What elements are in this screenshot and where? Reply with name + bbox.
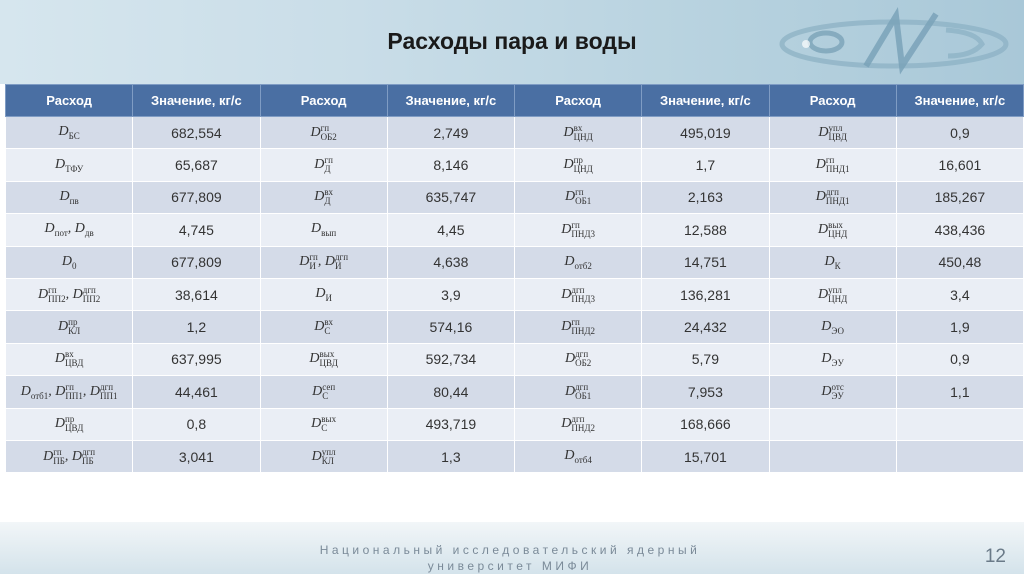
flow-value-cell: 38,614	[133, 278, 260, 310]
table-row	[6, 376, 1024, 408]
slide-header	[0, 0, 1024, 84]
flow-table	[5, 84, 1024, 473]
table-row	[6, 149, 1024, 181]
flow-symbol-cell: $D_{отб2}$	[515, 246, 642, 278]
flow-value-cell: 0,9	[896, 117, 1023, 149]
table-row	[6, 440, 1024, 472]
flow-value-cell: 15,701	[642, 440, 769, 472]
flow-symbol-cell	[769, 440, 896, 472]
flow-symbol-cell: D гп ОБ2	[260, 117, 387, 149]
flow-value-cell: 24,432	[642, 311, 769, 343]
flow-value-cell: 2,163	[642, 181, 769, 213]
flow-value-cell: 438,436	[896, 214, 1023, 246]
footer-line-2: университет МИФИ	[427, 559, 593, 573]
flow-value-cell: 1,3	[387, 440, 514, 472]
flow-symbol-cell: D гп ПБ , D дгп ПБ	[6, 440, 133, 472]
flow-value-cell: 3,041	[133, 440, 260, 472]
flow-symbol-cell: D вх ЦНД	[515, 117, 642, 149]
flow-value-cell: 14,751	[642, 246, 769, 278]
flow-value-cell: 4,638	[387, 246, 514, 278]
flow-value-cell: 0,9	[896, 343, 1023, 375]
flow-value-cell: 65,687	[133, 149, 260, 181]
flow-symbol-cell: D дгп ПНД3	[515, 278, 642, 310]
flow-symbol-cell: $D_{ЭО}$	[769, 311, 896, 343]
flow-value-cell: 592,734	[387, 343, 514, 375]
footer-text	[160, 542, 860, 574]
flow-symbol-cell: D вх С	[260, 311, 387, 343]
flow-value-cell: 682,554	[133, 117, 260, 149]
flow-value-cell: 493,719	[387, 408, 514, 440]
flow-symbol-cell: D гп Д	[260, 149, 387, 181]
flow-value-cell: 168,666	[642, 408, 769, 440]
flow-symbol-cell: D упл КЛ	[260, 440, 387, 472]
flow-symbol-cell: D дгп ОБ1	[515, 376, 642, 408]
flow-symbol-cell: D дгп ПНД2	[515, 408, 642, 440]
flow-symbol-cell: D гп И , D дгп И	[260, 246, 387, 278]
flow-symbol-cell: D гп ПП2 , D дгп ПП2	[6, 278, 133, 310]
mifi-logo-icon	[776, 4, 1016, 80]
flow-value-cell: 7,953	[642, 376, 769, 408]
flow-symbol-cell: $D_{БС}$	[6, 117, 133, 149]
flow-symbol-cell: D отс ЭУ	[769, 376, 896, 408]
flow-value-cell: 80,44	[387, 376, 514, 408]
flow-value-cell: 677,809	[133, 181, 260, 213]
table-row	[6, 117, 1024, 149]
flow-value-cell: 495,019	[642, 117, 769, 149]
slide-title: Расходы пара и воды	[387, 28, 637, 54]
column-header: Расход	[515, 85, 642, 117]
flow-value-cell: 635,747	[387, 181, 514, 213]
flow-symbol-cell: $D_{отб1}$, D гп ПП1 , D дгп ПП1	[6, 376, 133, 408]
flow-symbol-cell: D вх Д	[260, 181, 387, 213]
flow-value-cell: 136,281	[642, 278, 769, 310]
flow-value-cell: 1,7	[642, 149, 769, 181]
flow-symbol-cell: D сеп С	[260, 376, 387, 408]
column-header: Значение, кг/с	[642, 85, 769, 117]
flow-symbol-cell: D упл ЦНД	[769, 278, 896, 310]
flow-value-cell: 44,461	[133, 376, 260, 408]
flow-symbol-cell: D дгп ПНД1	[769, 181, 896, 213]
flow-value-cell: 3,4	[896, 278, 1023, 310]
flow-value-cell: 16,601	[896, 149, 1023, 181]
table-row	[6, 214, 1024, 246]
flow-symbol-cell: D упл ЦВД	[769, 117, 896, 149]
flow-symbol-cell: D пр ЦВД	[6, 408, 133, 440]
footer-line-1: Национальный исследовательский ядерный	[319, 543, 701, 557]
flow-symbol-cell: D вых ЦНД	[769, 214, 896, 246]
flow-value-cell: 1,1	[896, 376, 1023, 408]
column-header: Значение, кг/с	[133, 85, 260, 117]
flow-symbol-cell: $D_{отб4}$	[515, 440, 642, 472]
table-row	[6, 343, 1024, 375]
flow-symbol-cell: $D_{вып}$	[260, 214, 387, 246]
flow-symbol-cell: D гп ПНД1	[769, 149, 896, 181]
table-row	[6, 181, 1024, 213]
flow-value-cell: 574,16	[387, 311, 514, 343]
flow-value-cell: 1,9	[896, 311, 1023, 343]
flow-value-cell: 12,588	[642, 214, 769, 246]
flow-symbol-cell: $D_0$	[6, 246, 133, 278]
flow-value-cell: 4,45	[387, 214, 514, 246]
flow-value-cell: 185,267	[896, 181, 1023, 213]
flow-symbol-cell: D пр КЛ	[6, 311, 133, 343]
column-header: Расход	[6, 85, 133, 117]
flow-symbol-cell	[769, 408, 896, 440]
page-number: 12	[984, 546, 1006, 567]
flow-value-cell: 5,79	[642, 343, 769, 375]
column-header: Расход	[769, 85, 896, 117]
flow-value-cell: 637,995	[133, 343, 260, 375]
table-row	[6, 278, 1024, 310]
flow-value-cell: 0,8	[133, 408, 260, 440]
flow-symbol-cell: $D_{пот}$, $D_{дв}$	[6, 214, 133, 246]
table-row	[6, 246, 1024, 278]
flow-symbol-cell: D вых ЦВД	[260, 343, 387, 375]
table-header-row	[6, 85, 1024, 117]
flow-symbol-cell: $D_{ТФУ}$	[6, 149, 133, 181]
flow-symbol-cell: D вх ЦВД	[6, 343, 133, 375]
column-header: Расход	[260, 85, 387, 117]
flow-value-cell: 450,48	[896, 246, 1023, 278]
flow-symbol-cell: D гп ОБ1	[515, 181, 642, 213]
flow-symbol-cell: D пр ЦНД	[515, 149, 642, 181]
flow-value-cell: 4,745	[133, 214, 260, 246]
column-header: Значение, кг/с	[387, 85, 514, 117]
flow-symbol-cell: D вых С	[260, 408, 387, 440]
column-header: Значение, кг/с	[896, 85, 1023, 117]
flow-value-cell: 8,146	[387, 149, 514, 181]
flow-symbol-cell: D дгп ОБ2	[515, 343, 642, 375]
flow-value-cell	[896, 408, 1023, 440]
flow-symbol-cell: D гп ПНД3	[515, 214, 642, 246]
flow-value-cell: 3,9	[387, 278, 514, 310]
table-row	[6, 408, 1024, 440]
flow-value-cell	[896, 440, 1023, 472]
flow-symbol-cell: $D_И$	[260, 278, 387, 310]
flow-symbol-cell: $D_{пв}$	[6, 181, 133, 213]
flow-symbol-cell: D гп ПНД2	[515, 311, 642, 343]
flow-value-cell: 1,2	[133, 311, 260, 343]
flow-symbol-cell: $D_К$	[769, 246, 896, 278]
flow-symbol-cell: $D_{ЭУ}$	[769, 343, 896, 375]
table-row	[6, 311, 1024, 343]
flow-value-cell: 2,749	[387, 117, 514, 149]
flow-value-cell: 677,809	[133, 246, 260, 278]
